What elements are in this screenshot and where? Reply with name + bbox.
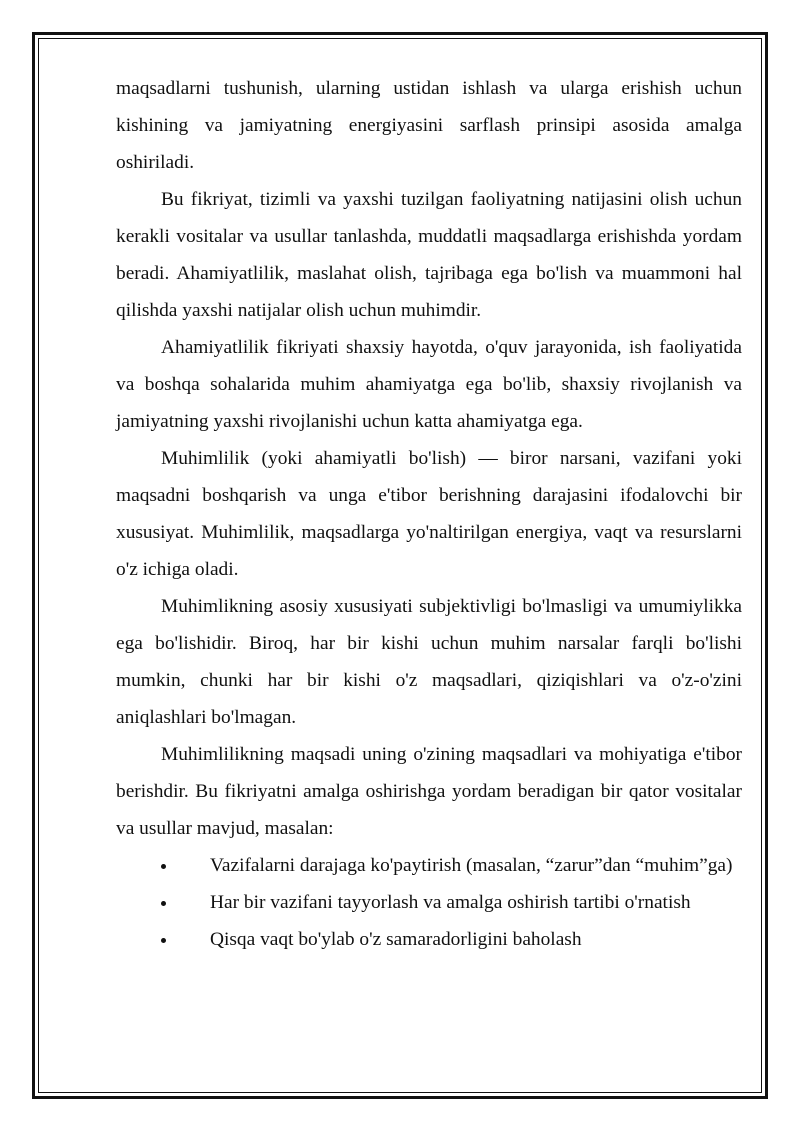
paragraph: Bu fikriyat, tizimli va yaxshi tuzilgan faoliyatning natijasini olish uchun kerakli vositalar va usullar tanlashda, muddatli maqsadlarga erishishda yordam beradi. Ahamiyatlilik, maslahat olish, tajribaga ega bo'lish va muammoni hal qilishda yaxshi natijalar olish uchun muhimdir. — [116, 189, 742, 321]
bullet-icon — [116, 921, 210, 958]
list-item — [116, 884, 742, 921]
list-item — [116, 847, 742, 884]
paragraph: Muhimlikning asosiy xususiyati subjektivligi bo'lmasligi va umumiylikka ega bo'lishidir. Biroq, har bir kishi uchun muhim narsalar farqli bo'lishi mumkin, chunki har bir kishi o'z maqsadlari, qiziqishlari va o'z-o'zini aniqlashlari bo'lmagan. — [116, 596, 742, 728]
document-body — [116, 70, 742, 958]
paragraph: Ahamiyatlilik fikriyati shaxsiy hayotda, o'quv jarayonida, ish faoliyatida va boshqa sohalarida muhim ahamiyatga ega bo'lib, shaxsiy rivojlanish va jamiyatning yaxshi rivojlanishi uchun katta ahamiyatga ega. — [116, 337, 742, 432]
paragraph: Muhimlilikning maqsadi uning o'zining maqsadlari va mohiyatiga e'tibor berishdir. Bu fikriyatni amalga oshirishga yordam beradigan bir qator vositalar va usullar mavjud, masalan: — [116, 744, 742, 839]
bullet-icon — [116, 847, 210, 884]
bullet-icon — [116, 884, 210, 921]
list-item-text: Har bir vazifani tayyorlash va amalga oshirish tartibi o'rnatish — [210, 892, 691, 913]
paragraph: Muhimlilik (yoki ahamiyatli bo'lish) — biror narsani, vazifani yoki maqsadni boshqarish va unga e'tibor berishning darajasini ifodalovchi bir xususiyat. Muhimlilik, maqsadlarga yo'naltirilgan energiya, vaqt va resurslarni o'z ichiga oladi. — [116, 448, 742, 580]
bullet-list — [116, 847, 742, 958]
paragraph: maqsadlarni tushunish, ularning ustidan ishlash va ularga erishish uchun kishining va jamiyatning energiyasini sarflash prinsipi asosida amalga oshiriladi. — [116, 78, 742, 173]
list-item-text: Qisqa vaqt bo'ylab o'z samaradorligini baholash — [210, 929, 582, 950]
list-item — [116, 921, 742, 958]
list-item-text: Vazifalarni darajaga ko'paytirish (masalan, “zarur”dan “muhim”ga) — [210, 855, 733, 876]
